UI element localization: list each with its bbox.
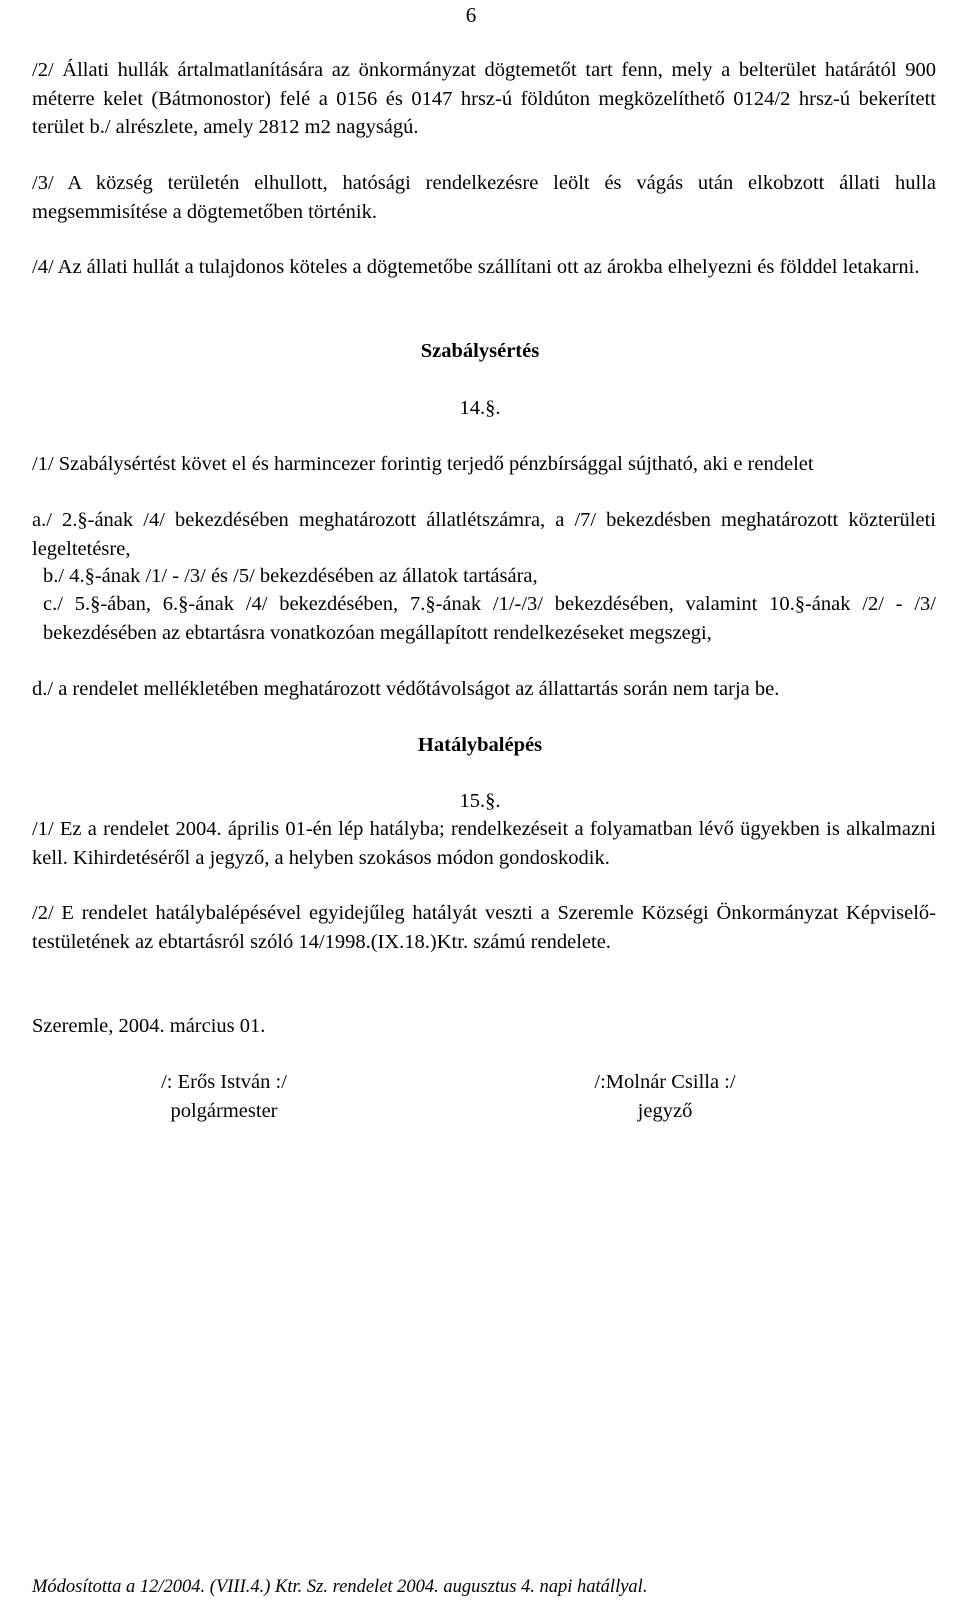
list-item-c: c./ 5.§-ában, 6.§-ának /4/ bekezdésében, 7.§-ának /1/-/3/ bekezdésében, valamint 10.§-ának /2/ - /3/ bekezdésében az ebtartásra vonatkozóan megállapított rendelkezéseket megszegi, — [43, 593, 936, 644]
signature-mayor — [104, 1068, 344, 1125]
paragraph-3: /3/ A község területén elhullott, hatósági rendelkezésre leölt és vágás után elkobzott állati hulla megsemmisítése a dögtemetőben történik. — [32, 172, 936, 223]
section-15-paragraph-1: /1/ Ez a rendelet 2004. április 01-én lép hatályba; rendelkezéseit a folyamatban lévő ügyekben is alkalmazni kell. Kihirdetéséről a jegyző, a helyben szokásos módon gondoskodik. — [32, 818, 936, 869]
signature-name: /: Erős István :/ — [161, 1071, 287, 1093]
signature-notary — [545, 1068, 785, 1125]
paragraph-4: /4/ Az állati hullát a tulajdonos köteles a dögtemetőbe szállítani ott az árokba elhelyezni és földdel letakarni. — [32, 256, 920, 278]
list-item-d: d./ a rendelet mellékletében meghatározott védőtávolságot az állattartás során nem tarja be. — [32, 678, 780, 700]
section-15-paragraph-2: /2/ E rendelet hatálybalépésével egyidejűleg hatályát veszti a Szeremle Községi Önkormányzat Képviselő-testületének az ebtartásról szóló 14/1998.(IX.18.)Ktr. számú rendelete. — [32, 902, 936, 953]
section-14-number: 14.§. — [459, 397, 501, 419]
footer-note: Módosította a 12/2004. (VIII.4.) Ktr. Sz. rendelet 2004. augusztus 4. napi hatállyal. — [32, 1577, 648, 1597]
signature-name: /:Molnár Csilla :/ — [594, 1071, 736, 1093]
section-14-heading: Szabálysértés — [420, 340, 540, 362]
section-14-intro: /1/ Szabálysértést követ el és harmincezer forintig terjedő pénzbírsággal sújtható, aki e rendelet — [32, 453, 814, 475]
list-item-a: a./ 2.§-ának /4/ bekezdésében meghatározott állatlétszámra, a /7/ bekezdésben meghatározott közterületi legeltetésre, — [32, 509, 936, 560]
signature-title: jegyző — [637, 1099, 693, 1122]
place-date: Szeremle, 2004. március 01. — [32, 1015, 266, 1037]
list-item-b: b./ 4.§-ának /1/ - /3/ és /5/ bekezdésében az állatok tartására, — [43, 565, 538, 587]
signature-title: polgármester — [170, 1099, 278, 1122]
page-number: 6 — [465, 3, 477, 27]
section-15-number: 15.§. — [459, 790, 501, 812]
section-15-heading: Hatálybalépés — [417, 734, 543, 756]
paragraph-2: /2/ Állati hullák ártalmatlanítására az önkormányzat dögtemetőt tart fenn, mely a belterület határától 900 méterre kelet (Bátmonostor) felé a 0156 és 0147 hrsz-ú földúton megközelíthető 0124/2 hrsz-ú bekerített terület b./ alrészlete, amely 2812 m2 nagyságú. — [32, 59, 936, 138]
